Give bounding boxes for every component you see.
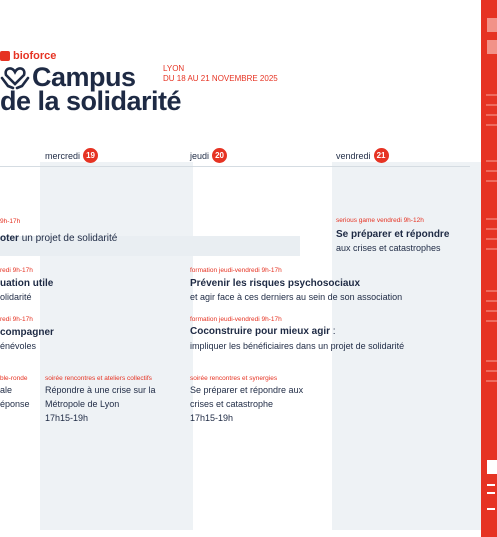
panel-heading-mark xyxy=(487,40,497,54)
panel-text-line xyxy=(486,300,497,302)
wednesday-column-background xyxy=(40,162,193,530)
day-name: jeudi xyxy=(190,150,210,161)
title-line-2: de la solidarité xyxy=(0,86,182,116)
panel-text-line xyxy=(486,94,497,96)
header-divider xyxy=(0,166,470,167)
session-text: Se préparer et répondre aux xyxy=(190,385,304,395)
panel-text-line xyxy=(486,310,497,312)
panel-text-line xyxy=(486,228,497,230)
panel-text-line xyxy=(486,160,497,162)
session-title: compagner xyxy=(0,327,54,338)
day-header-wednesday xyxy=(45,148,98,163)
panel-text-line xyxy=(486,218,497,220)
serious-game-subtitle: aux crises et catastrophes xyxy=(336,243,441,253)
session-text: éponse xyxy=(0,399,30,409)
session-caption: formation jeudi-vendredi 9h-17h xyxy=(190,267,282,274)
session-text: Répondre à une crise sur la xyxy=(45,385,156,395)
serious-game-title: Se préparer et répondre xyxy=(336,229,450,240)
bioforce-mark-icon xyxy=(0,51,10,61)
right-info-panel xyxy=(481,0,497,537)
panel-text-line xyxy=(486,238,497,240)
session-text: ale xyxy=(0,385,13,395)
panel-text-line xyxy=(487,508,495,510)
panel-text-line xyxy=(486,104,497,106)
day-header-friday xyxy=(336,148,389,163)
event-city: LYON xyxy=(163,64,185,73)
session-caption: 9h-17h xyxy=(0,218,21,225)
panel-text-line xyxy=(486,360,497,362)
session-subtitle: et agir face à ces derniers au sein de son association xyxy=(190,292,403,302)
panel-text-line xyxy=(486,248,497,250)
session-title xyxy=(190,326,336,337)
session-title: uation utile xyxy=(0,278,54,289)
session-caption: redi 9h-17h xyxy=(0,316,33,323)
serious-game-caption: serious game vendredi 9h-12h xyxy=(336,217,424,224)
day-name: mercredi xyxy=(45,150,81,161)
day-number-badge: 19 xyxy=(83,148,98,163)
day-number-badge: 21 xyxy=(374,148,389,163)
session-subtitle: énévoles xyxy=(0,341,37,351)
logo-text: bioforce xyxy=(13,50,57,62)
panel-text-line xyxy=(486,170,497,172)
session-time: 17h15-19h xyxy=(190,413,234,423)
session-text: crises et catastrophe xyxy=(190,399,274,409)
panel-text-line xyxy=(486,370,497,372)
panel-bottom-mark xyxy=(487,460,497,474)
panel-text-line xyxy=(486,320,497,322)
panel-heading-mark xyxy=(487,18,497,32)
panel-text-line xyxy=(487,484,495,486)
session-title-bold: oter xyxy=(0,233,19,244)
day-number-badge: 20 xyxy=(212,148,227,163)
day-header-thursday xyxy=(190,148,227,163)
session-title: Prévenir les risques psychosociaux xyxy=(190,278,361,289)
panel-text-line xyxy=(486,180,497,182)
session-time: 17h15-19h xyxy=(45,413,89,423)
session-caption: soirée rencontres et ateliers collectifs xyxy=(45,375,152,382)
panel-text-line xyxy=(486,114,497,116)
session-subtitle: olidarité xyxy=(0,292,32,302)
session-subtitle: impliquer les bénéficiaires dans un projet de solidarité xyxy=(190,341,405,351)
event-dates: DU 18 AU 21 NOVEMBRE 2025 xyxy=(163,74,278,83)
session-title-bold: Coconstruire pour mieux agir xyxy=(190,326,331,337)
title-line-1: Campus xyxy=(32,62,136,92)
session-title xyxy=(0,233,117,244)
session-caption: redi 9h-17h xyxy=(0,267,33,274)
session-caption: formation jeudi-vendredi 9h-17h xyxy=(190,316,282,323)
panel-text-line xyxy=(486,290,497,292)
panel-text-line xyxy=(486,124,497,126)
day-name: vendredi xyxy=(336,150,371,161)
session-title-rest: un projet de solidarité xyxy=(21,233,118,244)
panel-text-line xyxy=(486,380,497,382)
panel-text-line xyxy=(487,492,495,494)
session-title-colon: : xyxy=(330,326,336,337)
session-caption: ble-ronde xyxy=(0,375,28,382)
session-text: Métropole de Lyon xyxy=(45,399,120,409)
session-caption: soirée rencontres et synergies xyxy=(190,375,278,382)
